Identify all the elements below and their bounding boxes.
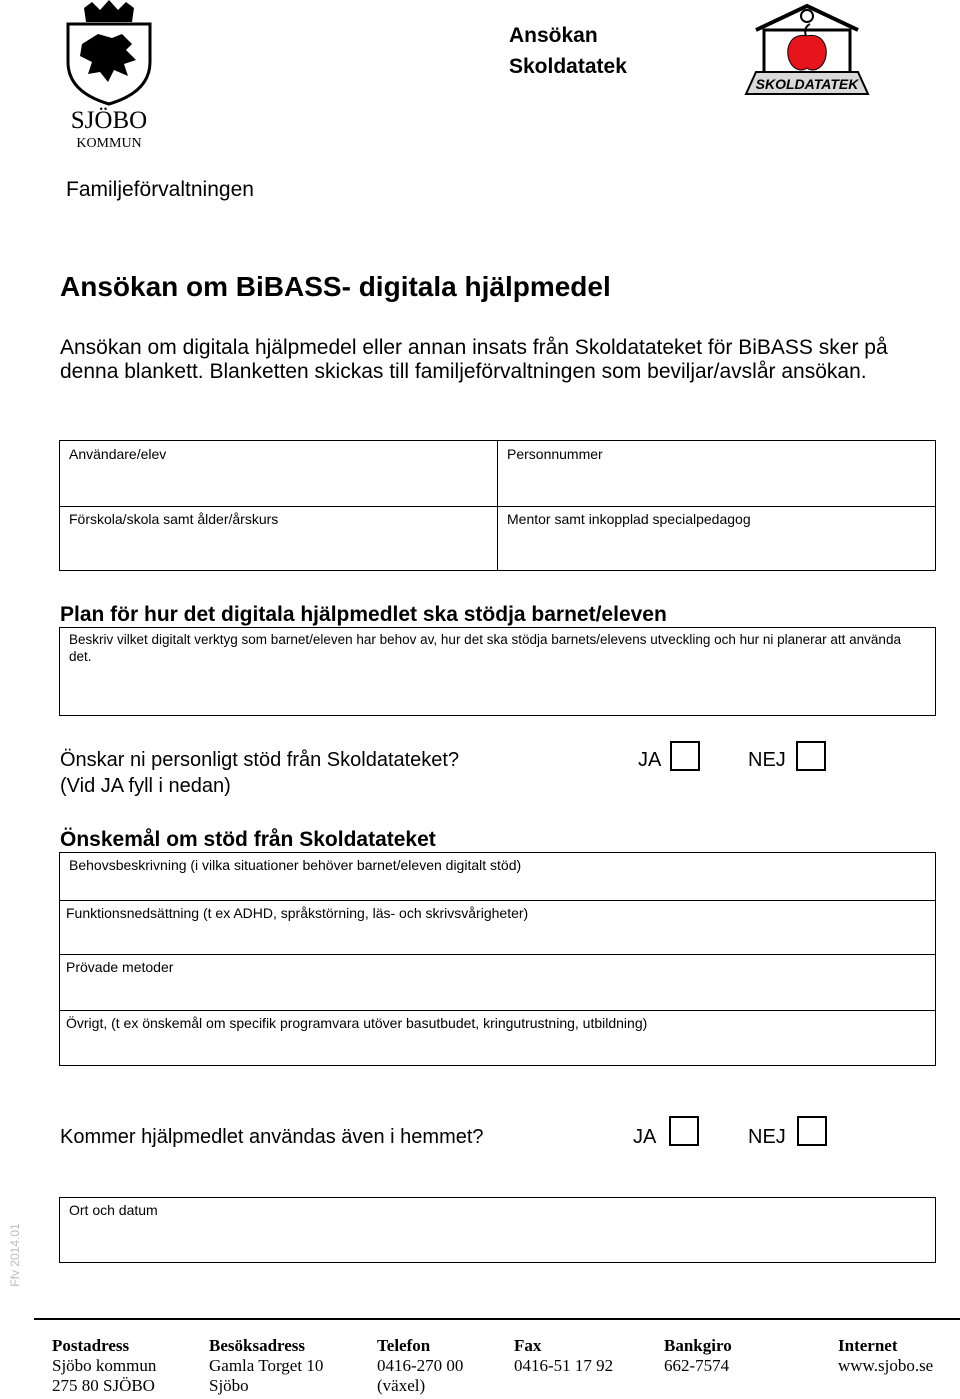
footer-line: Gamla Torget 10 (209, 1356, 324, 1375)
field-other[interactable]: Övrigt, (t ex önskemål om specifik programvara utöver basutbudet, kringutrustning, utbildning) (66, 1015, 648, 1031)
support-yes-checkbox[interactable] (670, 741, 700, 771)
wishes-section-title: Önskemål om stöd från Skoldatateket (60, 828, 436, 851)
footer-phone (377, 1336, 463, 1396)
intro-paragraph: Ansökan om digitala hjälpmedel eller annan insats från Skoldatateket för BiBASS sker på denna blankett. Blanketten skickas till familjeförvaltningen som beviljar/avslår ansökan. (60, 336, 888, 383)
home-question: Kommer hjälpmedlet användas även i hemmet? (60, 1126, 484, 1148)
support-question-line1: Önskar ni personligt stöd från Skoldatateket? (60, 749, 460, 771)
field-school-age-grade[interactable]: Förskola/skola samt ålder/årskurs (69, 511, 279, 527)
support-yes-label: JA (638, 749, 662, 771)
home-yes-label: JA (633, 1126, 657, 1148)
wishes-table (59, 852, 936, 1066)
plan-description-label: Beskriv vilket digitalt verktyg som barnet/eleven har behov av, hur det ska stödja barnets/elevens utveckling och hur ni planerar att använda det. (69, 632, 901, 664)
footer-internet (838, 1336, 933, 1376)
footer-line: (växel) (377, 1376, 426, 1395)
field-user-student[interactable]: Användare/elev (69, 446, 167, 462)
footer-heading: Besöksadress (209, 1336, 306, 1355)
support-no-label: NEJ (748, 749, 786, 771)
footer-line: Sjöbo (209, 1376, 249, 1395)
form-version-code: Ffv 2014.01 (8, 1223, 22, 1287)
field-needs-description[interactable]: Behovsbeskrivning (i vilka situationer behöver barnet/eleven digitalt stöd) (69, 857, 522, 873)
field-personal-number[interactable]: Personnummer (507, 446, 603, 462)
plan-section-title: Plan för hur det digitala hjälpmedlet ska stödja barnet/eleven (60, 603, 667, 626)
support-question (60, 747, 459, 799)
field-mentor-specialpedagog[interactable]: Mentor samt inkopplad specialpedagog (507, 511, 751, 527)
footer-website-link[interactable]: www.sjobo.se (838, 1356, 934, 1375)
header-title-line1: Ansökan (509, 24, 598, 47)
footer-postal-address (52, 1336, 156, 1396)
table-horizontal-divider (60, 506, 935, 507)
header-title (509, 20, 627, 82)
skoldatatek-logo (742, 2, 872, 98)
support-no-checkbox[interactable] (796, 741, 826, 771)
header-title-line2: Skoldatatek (509, 55, 627, 78)
footer-line: 0416-51 17 92 (514, 1356, 614, 1375)
svg-text:KOMMUN: KOMMUN (76, 136, 142, 151)
footer-bankgiro (664, 1336, 732, 1376)
sjobo-kommun-logo (64, 0, 154, 152)
home-no-label: NEJ (748, 1126, 786, 1148)
field-tried-methods[interactable]: Prövade metoder (66, 959, 174, 975)
home-yes-checkbox[interactable] (669, 1116, 699, 1146)
wishes-divider (60, 900, 935, 901)
footer-visiting-address (209, 1336, 323, 1396)
field-disability[interactable]: Funktionsnedsättning (t ex ADHD, språkstörning, läs- och skrivsvårigheter) (66, 905, 529, 921)
footer-line: Sjöbo kommun (52, 1356, 157, 1375)
wishes-divider (60, 954, 935, 955)
footer-line: 662-7574 (664, 1356, 730, 1375)
svg-text:SJÖBO: SJÖBO (70, 107, 148, 134)
footer-heading: Telefon (377, 1336, 431, 1355)
footer-divider (34, 1318, 960, 1320)
department-name: Familjeförvaltningen (66, 178, 254, 201)
place-date-label: Ort och datum (69, 1202, 158, 1218)
footer-line: 0416-270 00 (377, 1356, 464, 1375)
document-title: Ansökan om BiBASS- digitala hjälpmedel (60, 271, 611, 302)
wishes-divider (60, 1010, 935, 1011)
student-info-table (59, 440, 936, 571)
footer-line: 275 80 SJÖBO (52, 1376, 155, 1395)
place-date-field[interactable] (59, 1197, 936, 1263)
footer-heading: Bankgiro (664, 1336, 732, 1355)
footer-heading: Postadress (52, 1336, 130, 1355)
support-question-line2: (Vid JA fyll i nedan) (60, 775, 231, 797)
footer-heading: Internet (838, 1336, 898, 1355)
svg-text:SKOLDATATEK: SKOLDATATEK (755, 76, 859, 92)
footer-heading: Fax (514, 1336, 542, 1355)
home-no-checkbox[interactable] (797, 1116, 827, 1146)
footer-fax (514, 1336, 613, 1376)
plan-description-field[interactable] (59, 627, 936, 716)
